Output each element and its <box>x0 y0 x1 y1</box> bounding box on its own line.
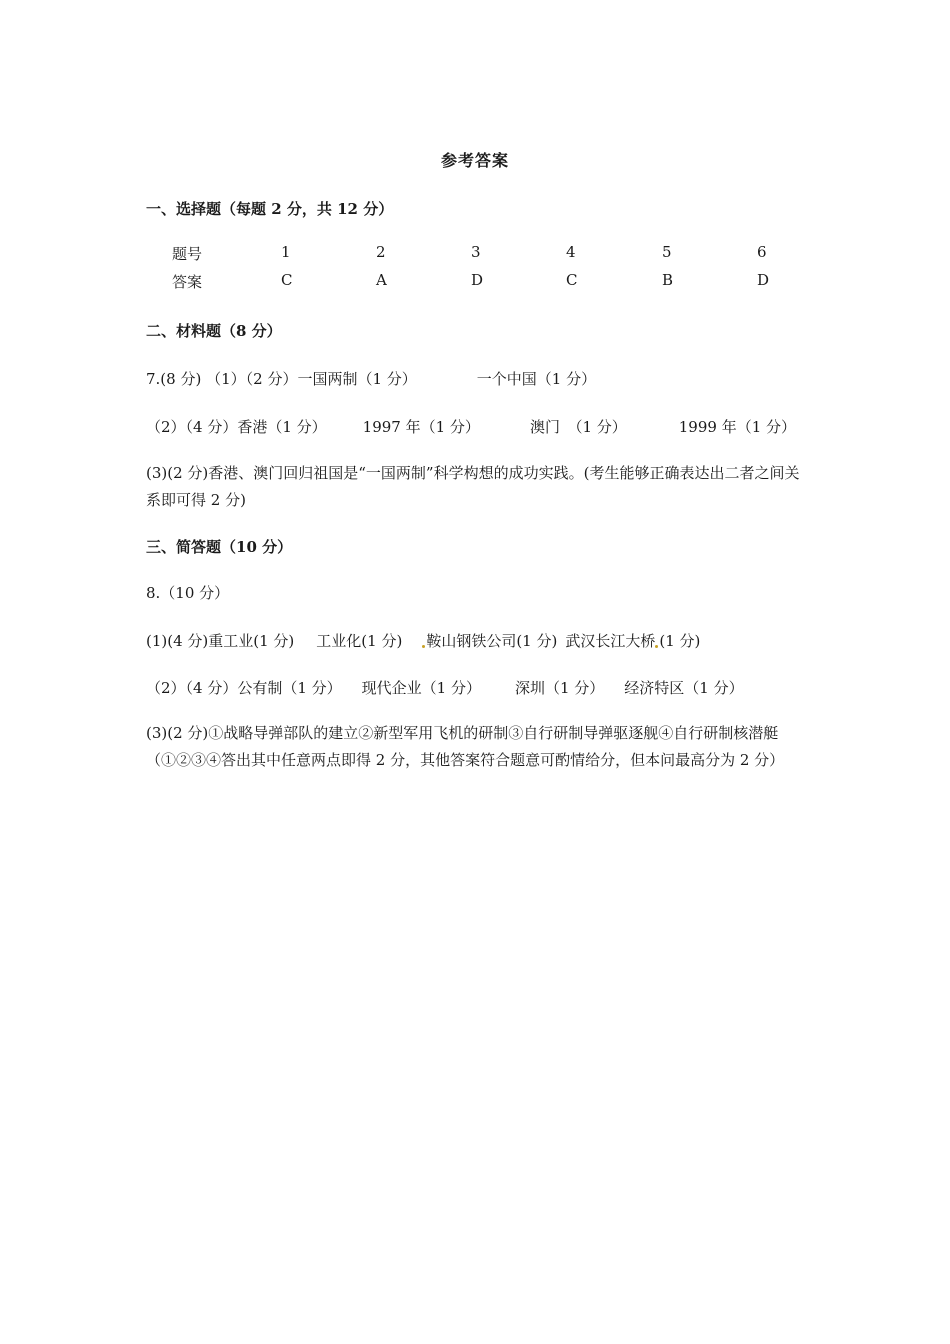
table-cell: 6 <box>757 243 767 261</box>
table-cell: B <box>662 271 674 289</box>
q8-part2-c: 深圳（1 分） <box>514 679 605 697</box>
q7-part1-answer: 7.(8 分) （1）（2 分）一国两制（1 分） <box>146 370 417 388</box>
q8-line-2 <box>146 677 744 698</box>
q8-part2-b: 现代企业（1 分） <box>361 679 481 697</box>
table-cell: 2 <box>376 243 386 261</box>
q8-part2-d: 经济特区（1 分） <box>624 679 744 697</box>
page-title: 参考答案 <box>440 151 509 170</box>
table-cell: C <box>281 271 293 289</box>
q7-line-1 <box>146 368 596 389</box>
section-heading-short-answer: 三、简答题（10 分） <box>146 538 293 556</box>
q7-line-2 <box>146 416 796 437</box>
q8-part2-a: （2）（4 分）公有制（1 分） <box>146 679 342 697</box>
table-cell: 3 <box>471 243 481 261</box>
q7-part1-answer-b: 一个中国（1 分） <box>476 370 597 388</box>
q7-part2-c: 澳门 （1 分） <box>529 418 627 436</box>
q8-part1-b: 工业化(1 分) <box>316 632 403 650</box>
table-cell: D <box>757 271 770 289</box>
q8-part1-a: (1)(4 分)重工业(1 分) <box>146 632 295 650</box>
row-label-answer: 答案 <box>172 273 203 291</box>
table-cell: 4 <box>566 243 576 261</box>
section-heading-material: 二、材料题（8 分） <box>146 322 282 340</box>
table-cell: 1 <box>281 243 291 261</box>
q7-part2-a: （2）（4 分）香港（1 分） <box>146 418 327 436</box>
dot-mark-icon <box>655 645 658 648</box>
q8-part1-c: 鞍山钢铁公司(1 分) <box>426 632 558 650</box>
q8-line-1 <box>146 630 700 651</box>
q7-part2-d: 1999 年（1 分） <box>678 418 797 436</box>
table-cell: C <box>566 271 578 289</box>
table-cell: A <box>376 271 387 289</box>
q8-line-3: (3)(2 分)①战略导弹部队的建立②新型军用飞机的研制③自行研制导弹驱逐舰④自行研制核潜艇（①②③④答出其中任意两点即得 2 分，其他答案符合题意可酌情给分，但本问最高分为 2 分） <box>146 724 785 769</box>
q7-line-3: (3)(2 分)香港、澳门回归祖国是“一国两制”科学构想的成功实践。(考生能够正确表达出二者之间关系即可得 2 分) <box>146 464 800 509</box>
table-cell: 5 <box>662 243 672 261</box>
q8-head: 8.（10 分） <box>146 584 230 602</box>
section-heading-multiple-choice: 一、选择题（每题 2 分，共 12 分） <box>146 200 394 218</box>
q8-part1-d: 武汉长江大桥 <box>565 632 656 650</box>
table-cell: D <box>471 271 484 289</box>
q7-part2-b: 1997 年（1 分） <box>362 418 480 436</box>
row-label-question-number: 题号 <box>172 245 203 263</box>
dot-mark-icon <box>422 645 425 648</box>
q8-part1-e: (1 分) <box>659 632 701 650</box>
